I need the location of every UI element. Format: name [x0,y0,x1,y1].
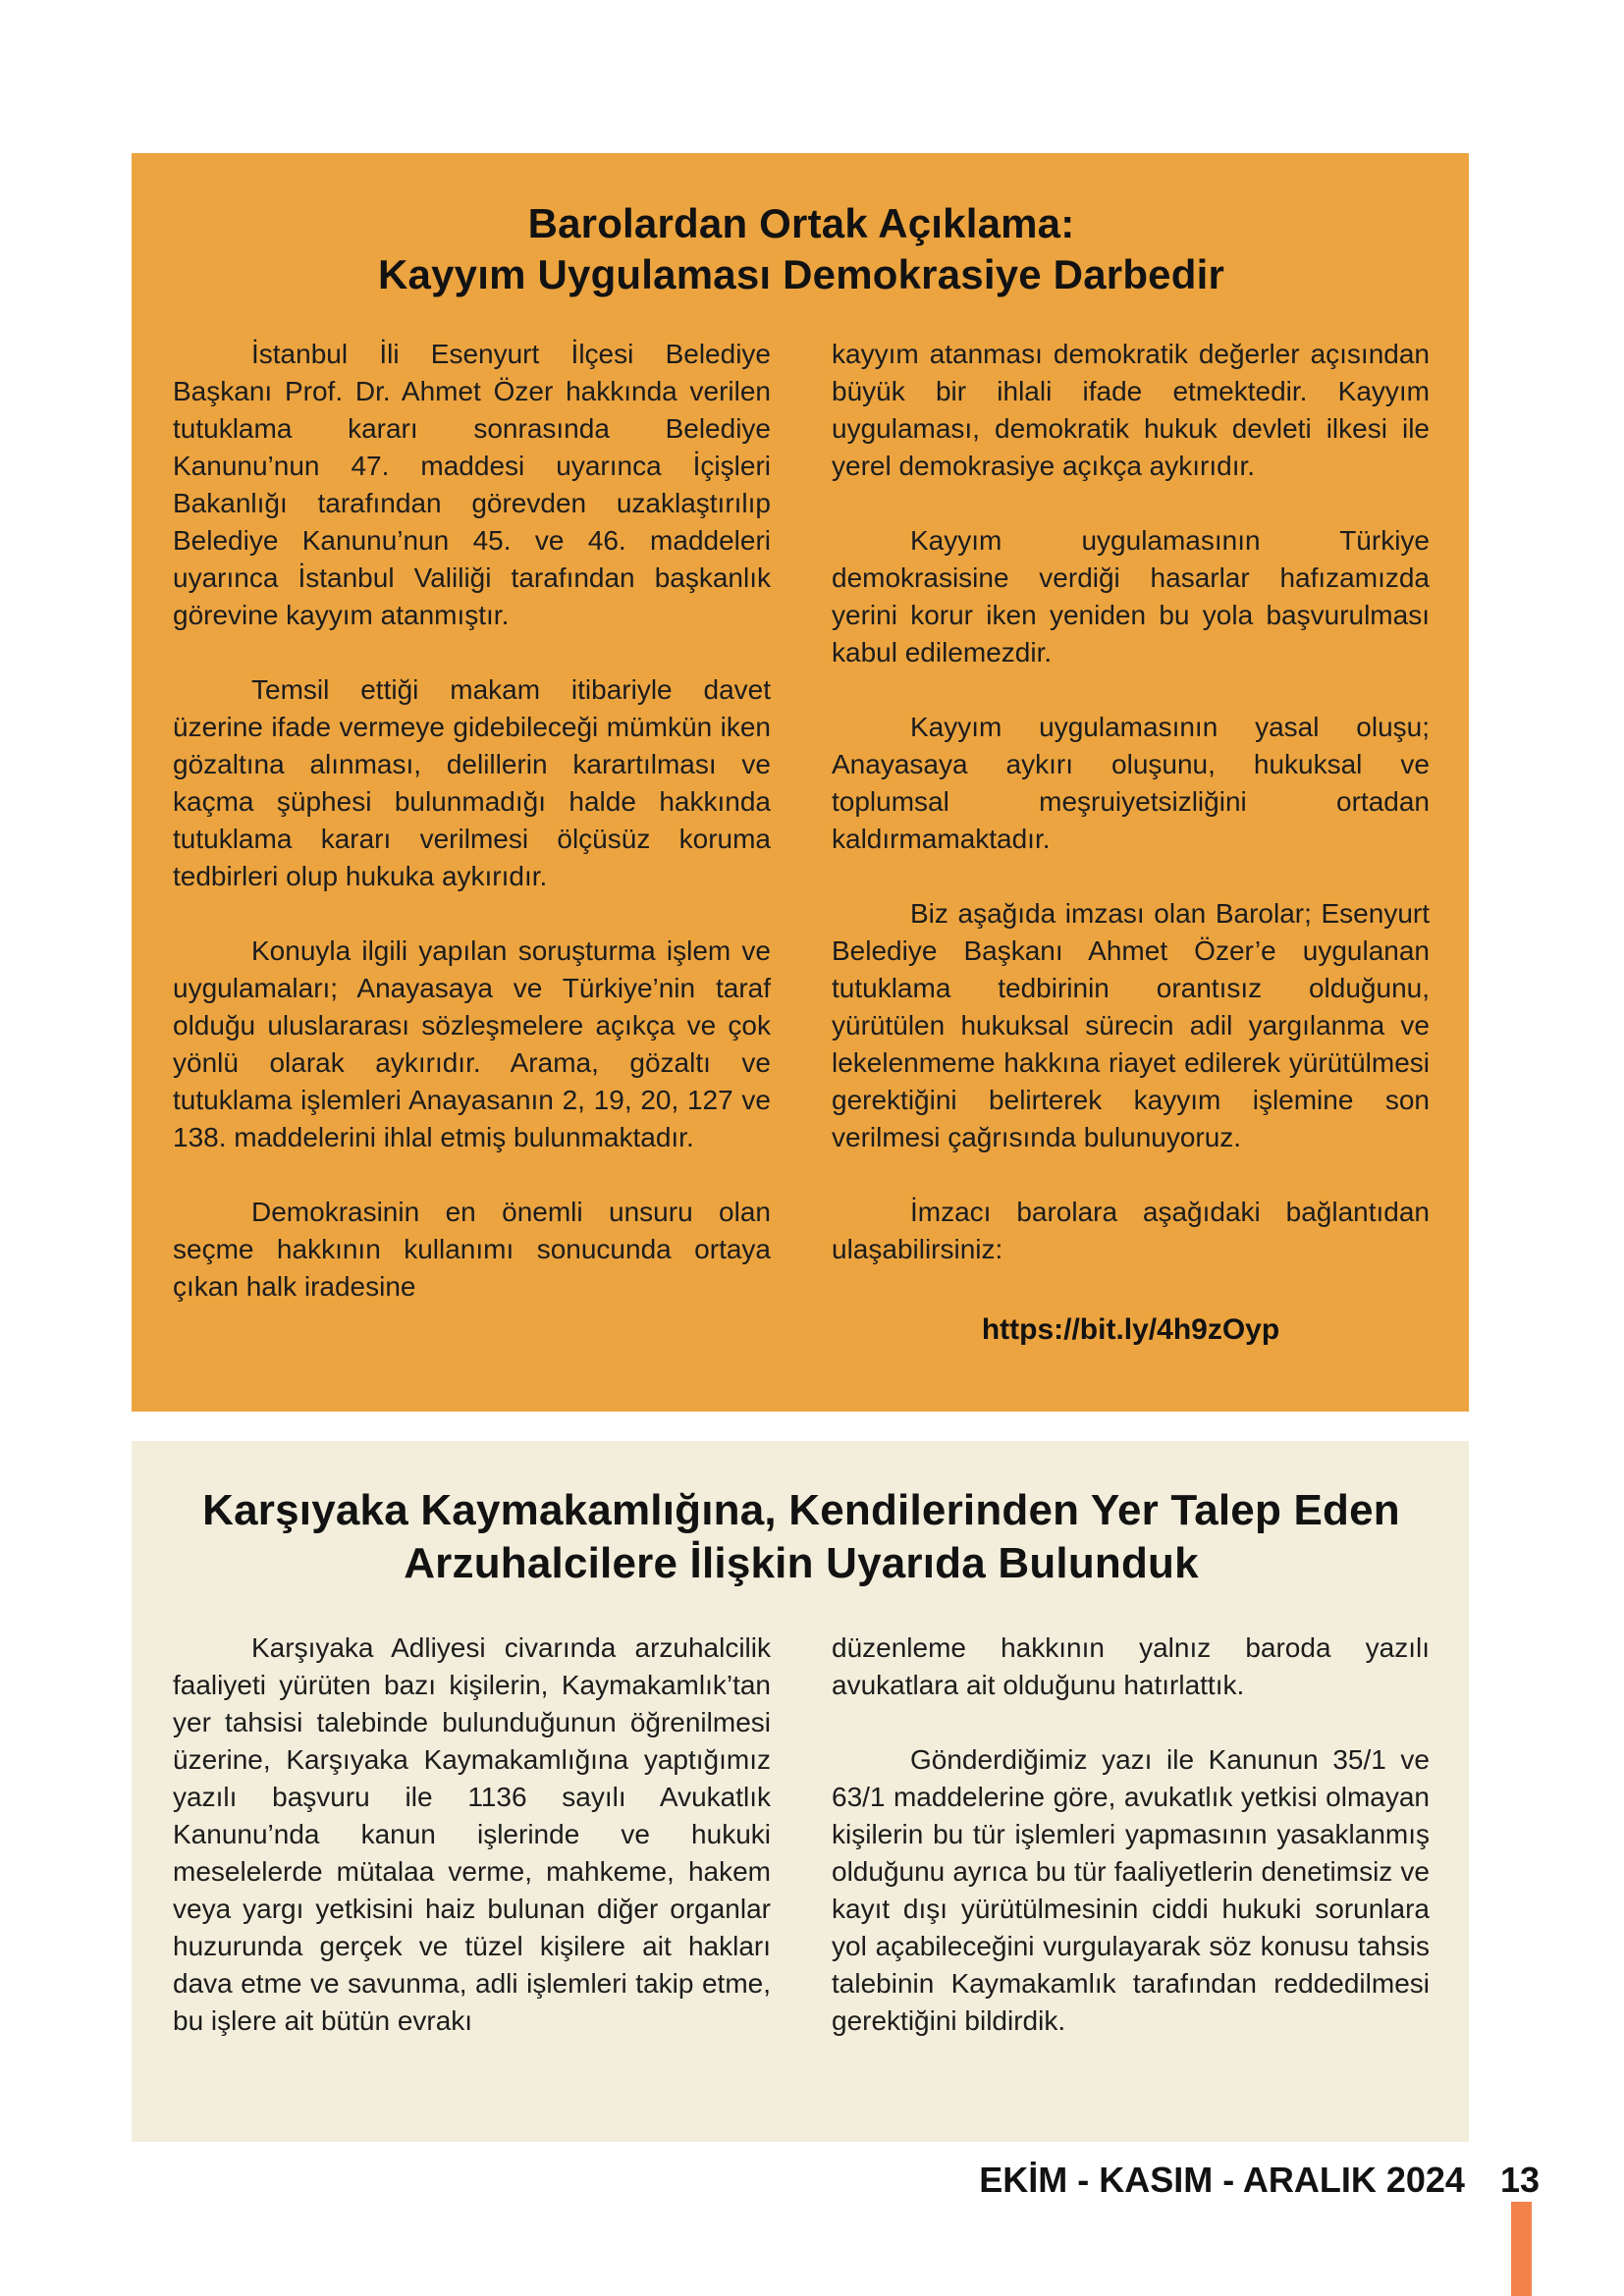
article2-column-1 [173,1629,771,2077]
article1-column-1 [173,336,771,1349]
paragraph: Temsil ettiği makam itibariyle davet üzerine ifade vermeye gidebileceği mümkün iken gözaltına alınması, delillerin karartılması ve kaçma şüphesi bulunmadığı halde hakkında tutuklama kararı verilmesi ölçüsüz koruma tedbirleri olup hukuka aykırıdır. [173,674,771,891]
paragraph: Konuyla ilgili yapılan soruşturma işlem ve uygulamaları; Anayasaya ve Türkiye’nin taraf olduğu uluslararası sözleşmelere açıkça ve çok yönlü olarak aykırıdır. Arama, gözaltı ve tutuklama işlemleri Anayasanın 2, 19, 20, 127 ve 138. maddelerini ihlal etmiş bulunmaktadır. [173,935,771,1152]
article1-column-2-paragraphs [832,336,1430,1268]
page-footer [0,2160,1540,2201]
accent-bar [1511,2202,1532,2296]
paragraph: Karşıyaka Adliyesi civarında arzuhalcilik faaliyeti yürüten bazı kişilerin, Kaymakamlık’tan yer tahsisi talebinde bulunduğunun öğrenilmesi üzerine, Karşıyaka Kaymakamlığına yaptığımız yazılı başvuru ile 1136 sayılı Avukatlık Kanunu’nda kanun işlerinde ve hukuki meselelerde mütalaa verme, mahkeme, hakem veya yargı yetkisini haiz bulunan diğer organlar huzurunda gerçek ve tüzel kişilere ait hakları dava etme ve savunma, adli işlemleri takip etme, bu işlere ait bütün evrakı [173,1632,771,2036]
article2-title-line2: Arzuhalcilere İlişkin Uyarıda Bulunduk [404,1539,1199,1587]
article1-title-line1: Barolardan Ortak Açıklama: [527,200,1075,246]
paragraph: Demokrasinin en önemli unsuru olan seçme hakkının kullanımı sonucunda ortaya çıkan halk iradesine [173,1197,771,1302]
article2-columns [173,1629,1430,2077]
paragraph: kayyım atanması demokratik değerler açısından büyük bir ihlali ifade etmektedir. Kayyım uygulaması, demokratik hukuk devleti ilkesi ile yerel demokrasiye açıkça aykırıdır. [832,339,1430,481]
paragraph: Kayyım uygulamasının yasal oluşu; Anayasaya aykırı oluşunu, hukuksal ve toplumsal meşruiyetsizliğini ortadan kaldırmamaktadır. [832,712,1430,854]
paragraph: düzenleme hakkının yalnız baroda yazılı avukatlara ait olduğunu hatırlattık. [832,1632,1430,1700]
article1-column-2 [832,336,1430,1349]
paragraph: Biz aşağıda imzası olan Barolar; Esenyurt Belediye Başkanı Ahmet Özer’e uygulanan tutuklama tedbirinin orantısız olduğunu, yürütülen hukuksal sürecin adil yargılanma ve lekelenmeme hakkına riayet edilerek yürütülmesi gerektiğini belirterek kayyım işlemine son verilmesi çağrısında bulunuyoruz. [832,898,1430,1152]
paragraph: İstanbul İli Esenyurt İlçesi Belediye Başkanı Prof. Dr. Ahmet Özer hakkında verilen tutuklama kararı sonrasında Belediye Kanunu’nun 47. maddesi uyarınca İçişleri Bakanlığı tarafından görevden uzaklaştırılıp Belediye Kanunu’nun 45. ve 46. maddeleri uyarınca İstanbul Valiliği tarafından başkanlık görevine kayyım atanmıştır. [173,339,771,630]
paragraph: Kayyım uygulamasının Türkiye demokrasisine verdiği hasarlar hafızamızda yerini korur iken yeniden bu yola başvurulması kabul edilemezdir. [832,525,1430,667]
article-barolardan-ortak-aciklama [132,153,1469,1412]
article-karsiyaka-kaymakamligi [132,1441,1469,2142]
article2-title-line1: Karşıyaka Kaymakamlığına, Kendilerinden Yer Talep Eden [202,1486,1400,1534]
article1-title [173,198,1430,300]
page-number: 13 [1499,2160,1540,2200]
article1-title-line2: Kayyım Uygulaması Demokrasiye Darbedir [378,251,1224,297]
article2-column-2 [832,1629,1430,2077]
paragraph: Gönderdiğimiz yazı ile Kanunun 35/1 ve 63/1 maddelerine göre, avukatlık yetkisi olmayan kişilerin bu tür işlemleri yapmasının yasaklanmış olduğunu ayrıca bu tür faaliyetlerin denetimsiz ve kayıt dışı yürütülmesinin ciddi hukuki sorunlara yol açabileceğini vurgulayarak söz konusu tahsis talebinin Kaymakamlık tarafından reddedilmesi gerektiğini bildirdik. [832,1744,1430,2036]
article1-bitly-link[interactable]: https://bit.ly/4h9zOyp [981,1313,1280,1346]
article2-title [173,1484,1430,1590]
paragraph: İmzacı barolara aşağıdaki bağlantıdan ulaşabilirsiniz: [832,1197,1430,1264]
footer-issue-label: EKİM - KASIM - ARALIK 2024 [979,2160,1465,2200]
article1-columns [173,336,1430,1349]
